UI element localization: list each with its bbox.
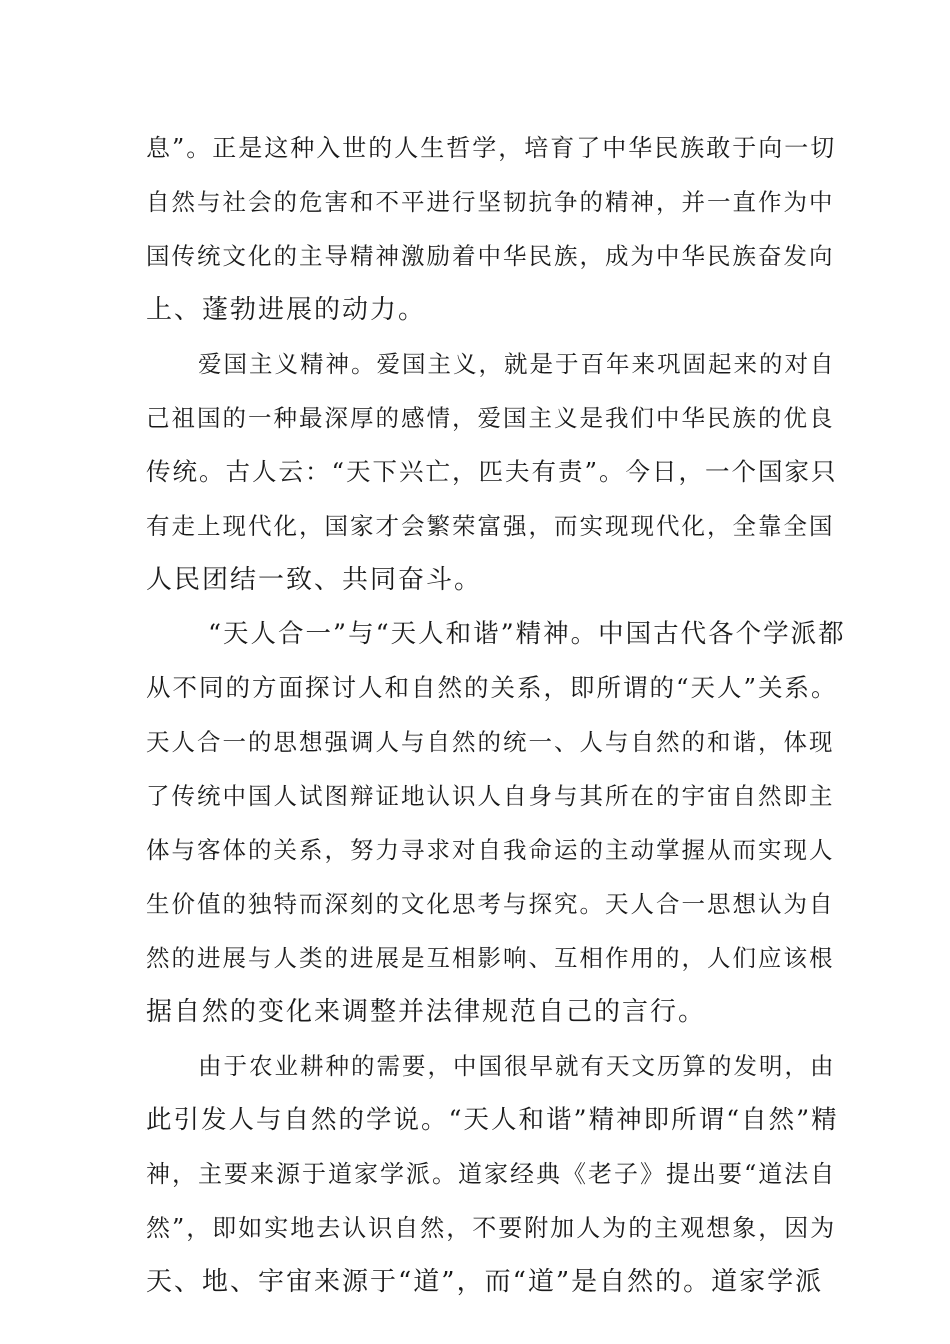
- text-line-17: 据自然的变化来调整并法律规范自己的言行。: [146, 997, 707, 1027]
- text-line-1: 息”。正是这种入世的人生哲学，培育了中华民族敢于向一切: [146, 134, 837, 162]
- text-line-20: 神，主要来源于道家学派。道家经典《老子》提出要“道法自: [146, 1160, 837, 1188]
- text-line-13: 了传统中国人试图辩证地认识人自身与其所在的宇宙自然即主: [146, 782, 835, 810]
- text-line-11: 从不同的方面探讨人和自然的关系，即所谓的“天人”关系。: [146, 673, 838, 702]
- text-line-15: 生价值的独特而深刻的文化思考与探究。天人合一思想认为自: [146, 890, 835, 918]
- text-line-21: 然”，即如实地去认识自然，不要附加人为的主观想象，因为: [146, 1214, 837, 1242]
- text-line-4: 上、蓬勃进展的动力。: [146, 295, 427, 325]
- text-line-12: 天人合一的思想强调人与自然的统一、人与自然的和谐，体现: [146, 728, 835, 756]
- text-line-8: 有走上现代化，国家才会繁荣富强，而实现现代化，全靠全国: [146, 512, 835, 540]
- text-line-2: 自然与社会的危害和不平进行坚韧抗争的精神，并一直作为中: [146, 188, 835, 216]
- paragraph-patriotism-start: 爱国主义精神。爱国主义，就是于百年来巩固起来的对自: [198, 350, 836, 378]
- text-line-3: 国传统文化的主导精神激励着中华民族，成为中华民族奋发向: [146, 242, 835, 270]
- text-line-7: 传统。古人云：“天下兴亡，匹夫有责”。今日，一个国家只: [146, 457, 838, 486]
- text-line-19: 此引发人与自然的学说。“天人和谐”精神即所谓“自然”精: [146, 1105, 839, 1135]
- text-line-16: 然的进展与人类的进展是互相影响、互相作用的，人们应该根: [146, 944, 835, 972]
- paragraph-agriculture-start: 由于农业耕种的需要，中国很早就有天文历算的发明，由: [198, 1052, 836, 1080]
- text-line-9: 人民团结一致、共同奋斗。: [146, 565, 483, 595]
- body-text: [146, 121, 846, 1309]
- text-line-14: 体与客体的关系，努力寻求对自我命运的主动掌握从而实现人: [146, 836, 835, 864]
- text-line-22: 天、地、宇宙来源于“道”，而“道”是自然的。道家学派: [146, 1267, 824, 1297]
- paragraph-harmony-start: “天人合一”与“天人和谐”精神。中国古代各个学派都: [208, 619, 846, 649]
- text-line-6: 己祖国的一种最深厚的感情，爱国主义是我们中华民族的优良: [146, 404, 835, 432]
